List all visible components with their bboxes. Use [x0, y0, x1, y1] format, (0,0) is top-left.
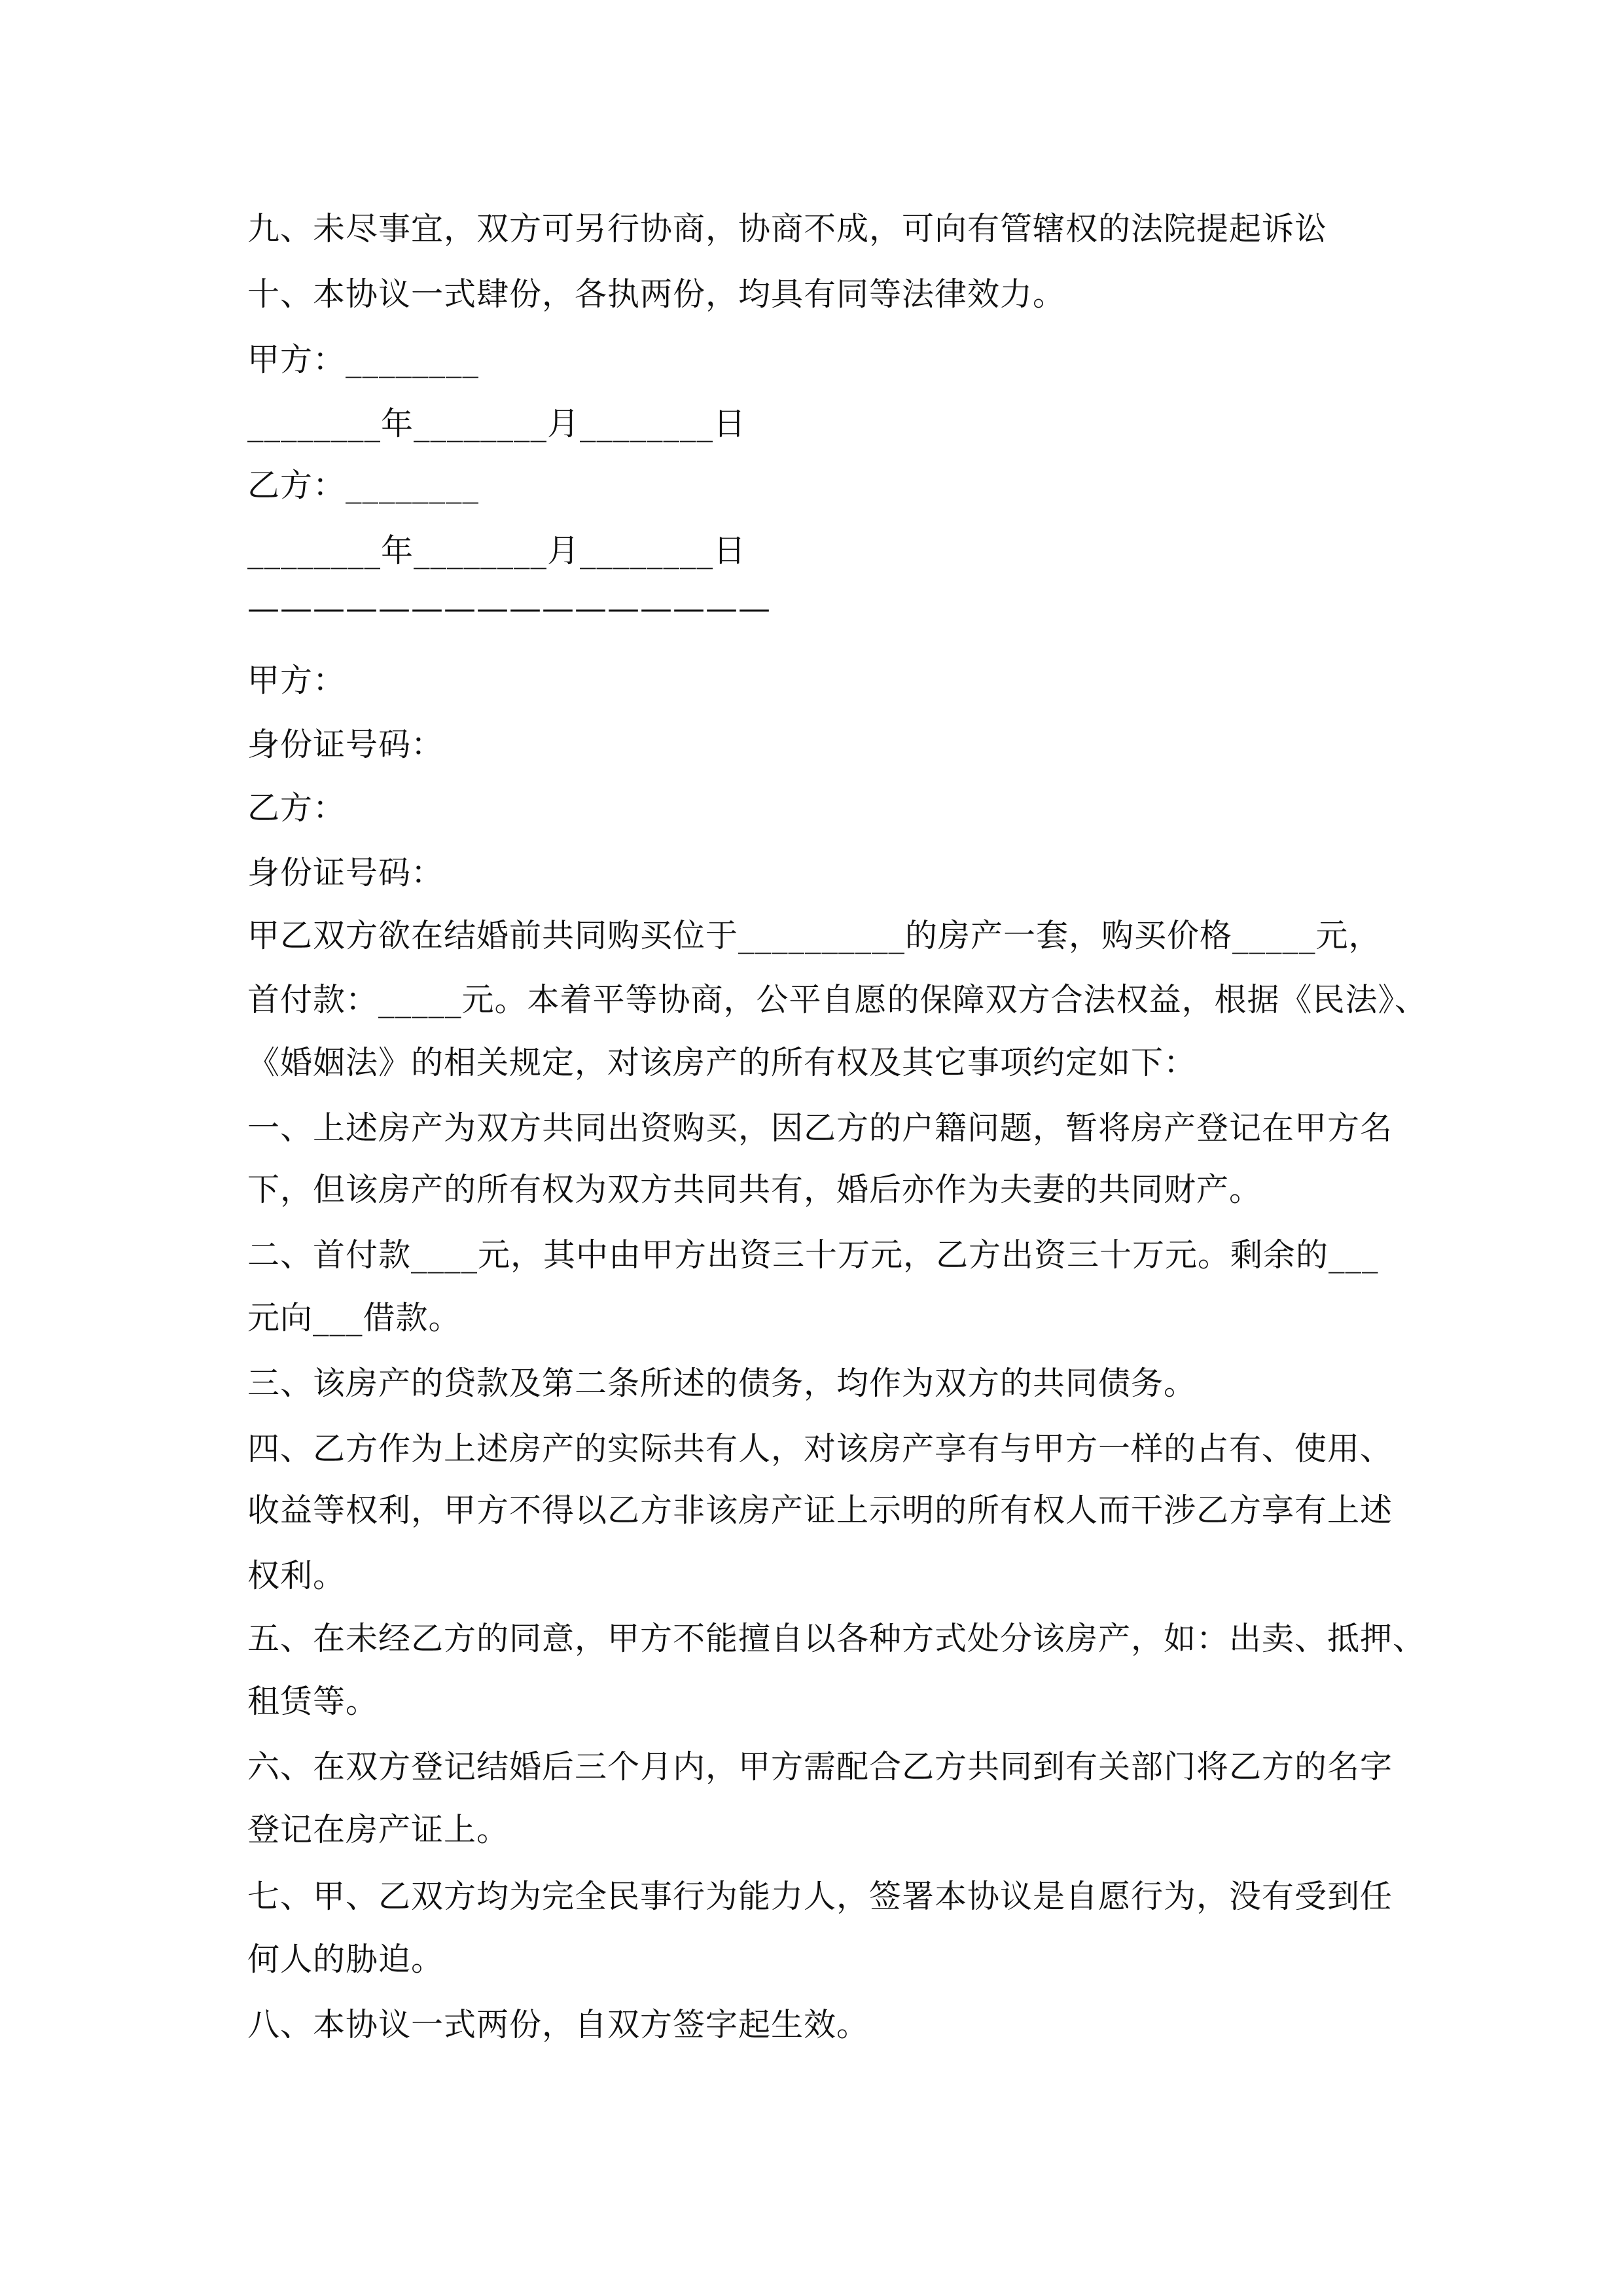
- document-line: 二、首付款____元，其中由甲方出资三十万元，乙方出资三十万元。剩余的___: [247, 1236, 1379, 1274]
- document-line: 登记在房产证上。: [247, 1811, 510, 1848]
- document-line: 身份证号码：: [247, 726, 444, 763]
- document-line: 权利。: [247, 1557, 346, 1594]
- document-line: 八、本协议一式两份，自双方签字起生效。: [247, 2006, 870, 2043]
- document-line: 五、在未经乙方的同意，甲方不能擅自以各种方式处分该房产，如：出卖、抵押、: [247, 1620, 1426, 1657]
- document-line: 租赁等。: [247, 1683, 379, 1720]
- document-line: ________年________月________日: [247, 532, 747, 569]
- document-line: ________年________月________日: [247, 405, 747, 442]
- document-line: 身份证号码：: [247, 854, 444, 891]
- document-line: 甲乙双方欲在结婚前共同购买位于__________的房产一套，购买价格_____元，: [247, 917, 1382, 954]
- document-line: 元向___借款。: [247, 1299, 461, 1336]
- document-line: 三、该房产的贷款及第二条所述的债务，均作为双方的共同债务。: [247, 1365, 1197, 1402]
- document-line: 乙方：: [247, 789, 346, 827]
- document-line: 《婚姻法》的相关规定，对该房产的所有权及其它事项约定如下：: [247, 1044, 1197, 1081]
- document-line: 六、在双方登记结婚后三个月内，甲方需配合乙方共同到有关部门将乙方的名字: [247, 1748, 1393, 1785]
- document-line: 甲方：: [247, 662, 346, 699]
- document-line: 何人的胁迫。: [247, 1941, 444, 1978]
- document-line: 九、未尽事宜，双方可另行协商，协商不成，可向有管辖权的法院提起诉讼: [247, 210, 1328, 247]
- document-line: 一、上述房产为双方共同出资购买，因乙方的户籍问题，暂将房产登记在甲方名: [247, 1109, 1393, 1147]
- document-line: 乙方：________: [247, 467, 480, 504]
- document-line: 下，但该房产的所有权为双方共同共有，婚后亦作为夫妻的共同财产。: [247, 1171, 1262, 1208]
- document-line: 收益等权利，甲方不得以乙方非该房产证上示明的所有权人而干涉乙方享有上述: [247, 1492, 1393, 1529]
- document-line: 四、乙方作为上述房产的实际共有人，对该房产享有与甲方一样的占有、使用、: [247, 1430, 1393, 1467]
- document-line: ————————————————: [247, 590, 771, 627]
- document-line: 甲方：________: [247, 341, 480, 378]
- document-line: 七、甲、乙双方均为完全民事行为能力人，签署本协议是自愿行为，没有受到任: [247, 1878, 1393, 1915]
- document-line: 十、本协议一式肆份，各执两份，均具有同等法律效力。: [247, 276, 1066, 313]
- document-line: 首付款：_____元。本着平等协商，公平自愿的保障双方合法权益，根据《民法》、: [247, 981, 1428, 1018]
